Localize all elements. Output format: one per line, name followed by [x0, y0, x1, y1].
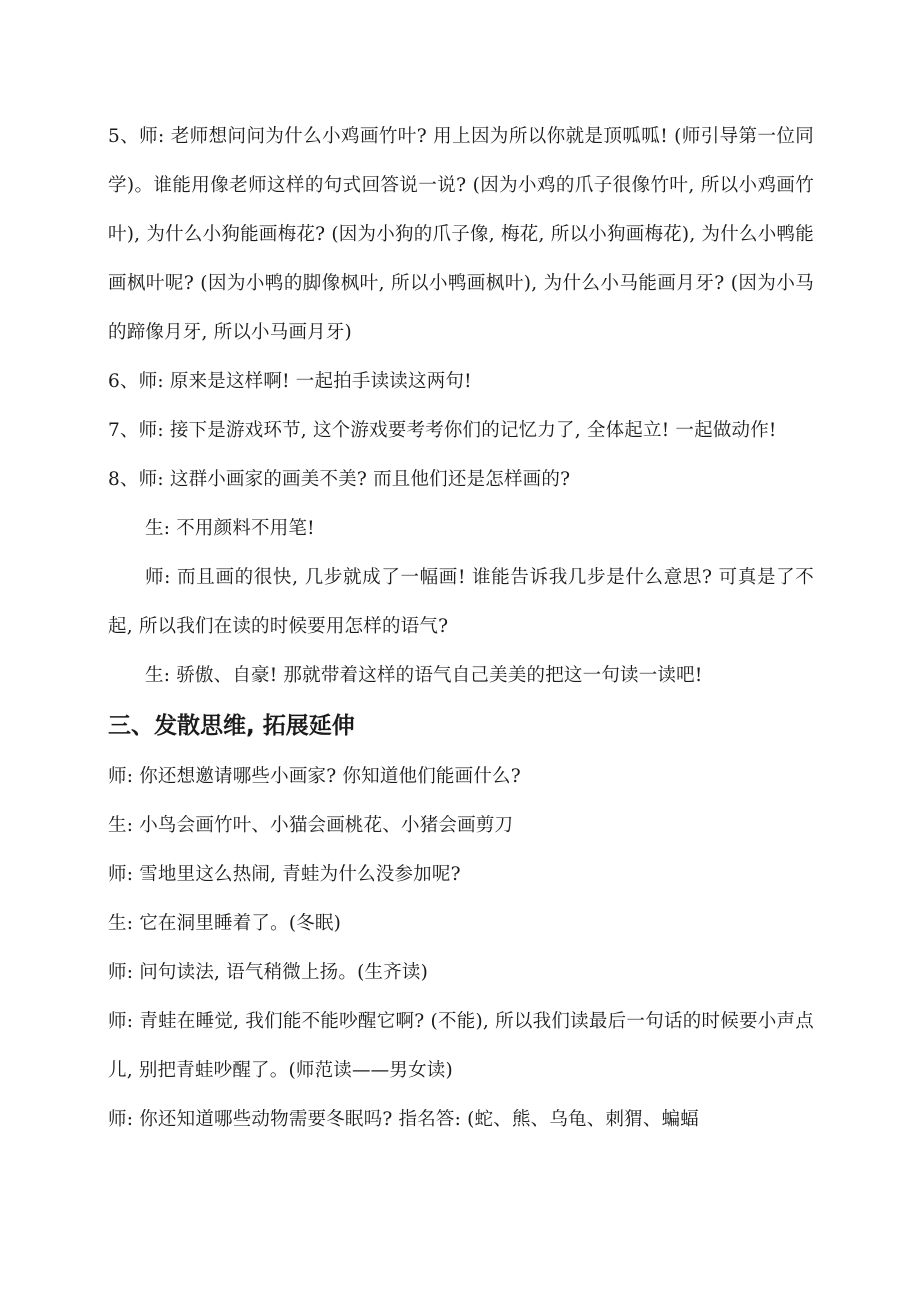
paragraph-student-answer: 生: 不用颜料不用笔!: [145, 518, 315, 539]
dialogue-line: 生: 它在洞里睡着了。(冬眠): [108, 913, 342, 934]
paragraph-teacher-question: 师: 而且画的很快, 几步就成了一幅画! 谁能告诉我几步是什么意思? 可真是了不起, 所以我们在读的时候要用怎样的语气?: [108, 567, 814, 637]
dialogue-line: 师: 青蛙在睡觉, 我们能不能吵醒它啊? (不能), 所以我们读最后一句话的时候要小声点儿, 别把青蛙吵醒了。(师范读——男女读): [108, 1011, 814, 1081]
dialogue-line: 师: 问句读法, 语气稍微上扬。(生齐读): [108, 962, 429, 983]
dialogue-line: 师: 雪地里这么热闹, 青蛙为什么没参加呢?: [108, 864, 461, 885]
section-heading: 三、发散思维, 拓展延伸: [108, 713, 355, 739]
paragraph-step-5: 5、师: 老师想问问为什么小鸡画竹叶? 用上因为所以你就是顶呱呱! (师引导第一位同学)。谁能用像老师这样的句式回答说一说? (因为小鸡的爪子很像竹叶, 所以小鸡画竹叶), 为什么小狗能画梅花? (因为小狗的爪子像, 梅花, 所以小狗画梅花), 为什么小鸭能画枫叶呢? (因为小鸭的脚像枫叶, 所以小鸭画枫叶), 为什么小马能画月牙? (因为小马的蹄像月牙, 所以小马画月牙): [108, 126, 814, 343]
paragraph-student-reply: 生: 骄傲、自豪! 那就带着这样的语气自己美美的把这一句读一读吧!: [145, 665, 703, 686]
paragraph-step-6: 6、师: 原来是这样啊! 一起拍手读读这两句!: [108, 371, 472, 392]
dialogue-line: 师: 你还想邀请哪些小画家? 你知道他们能画什么?: [108, 766, 521, 787]
dialogue-line: 师: 你还知道哪些动物需要冬眠吗? 指名答: (蛇、熊、乌龟、刺猬、蝙蝠: [108, 1109, 699, 1130]
paragraph-step-8: 8、师: 这群小画家的画美不美? 而且他们还是怎样画的?: [108, 469, 571, 490]
dialogue-line: 生: 小鸟会画竹叶、小猫会画桃花、小猪会画剪刀: [108, 815, 514, 836]
document-body: [108, 112, 814, 1144]
paragraph-step-7: 7、师: 接下是游戏环节, 这个游戏要考考你们的记忆力了, 全体起立! 一起做动作!: [108, 420, 777, 441]
